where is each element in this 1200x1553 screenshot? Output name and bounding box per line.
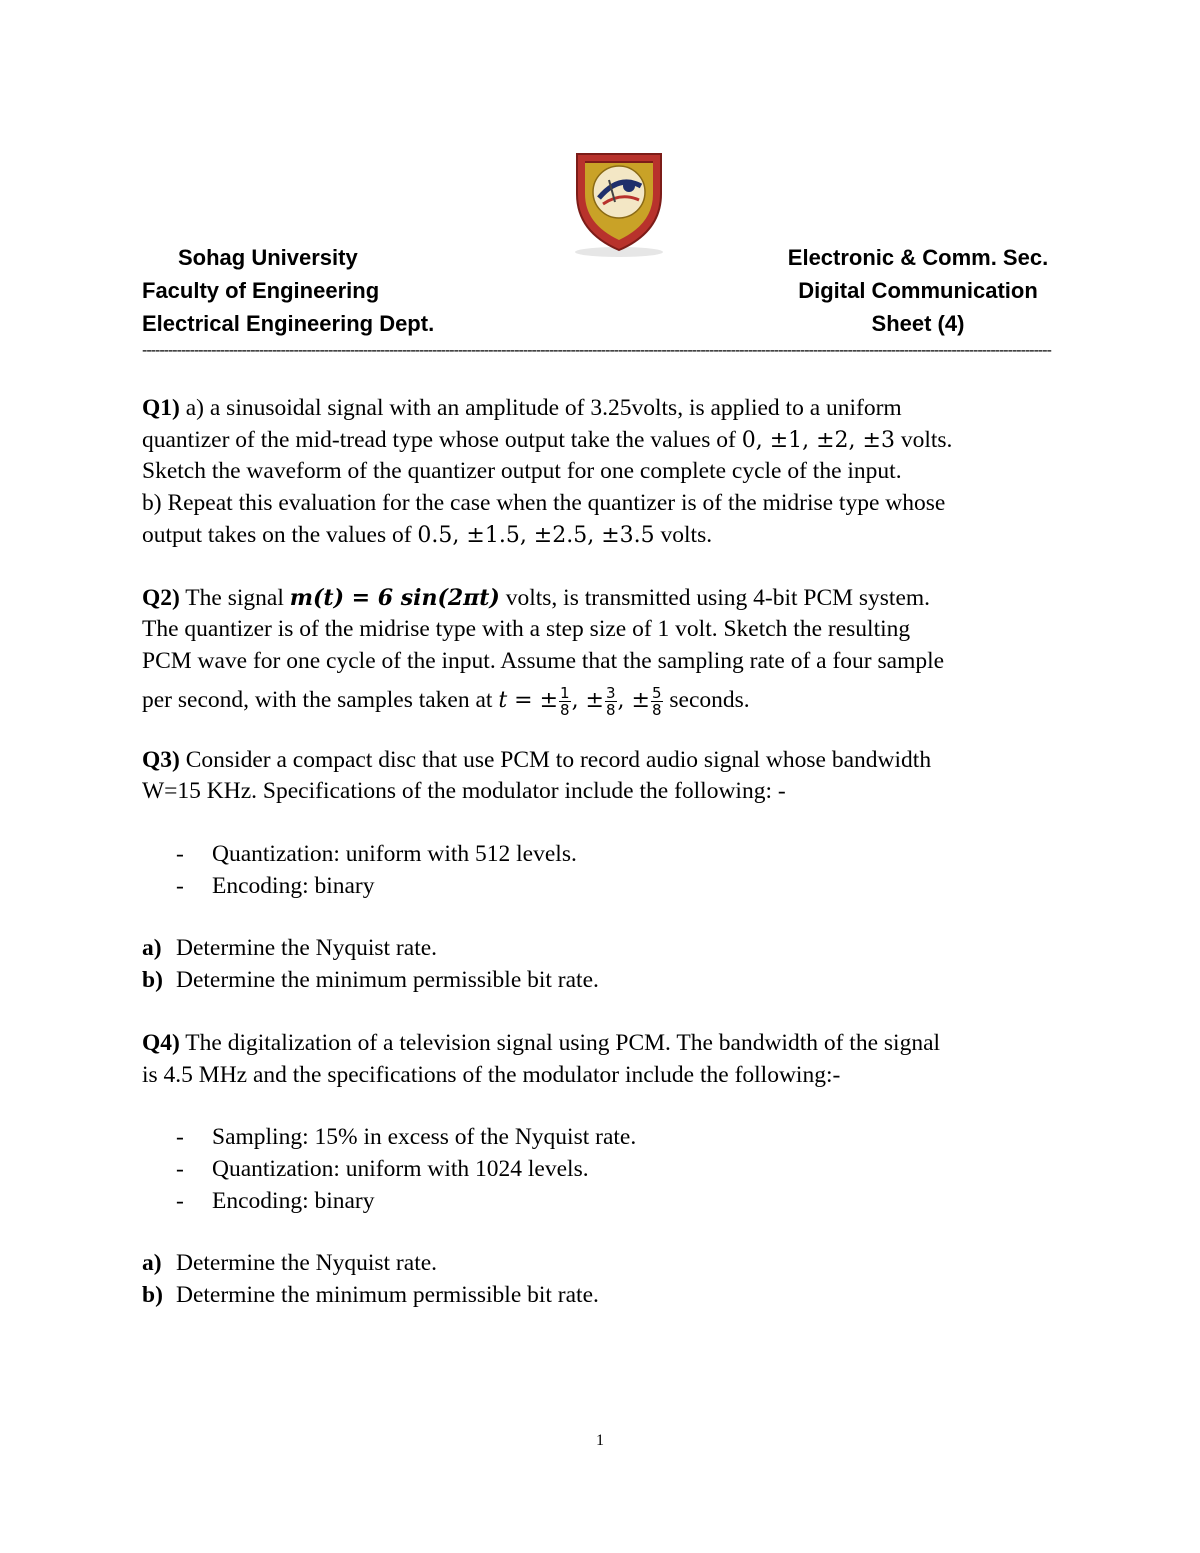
question-label: Q4) — [142, 1029, 180, 1056]
course-name: Digital Communication — [798, 278, 1038, 303]
question-2 — [142, 583, 1062, 723]
math-variable: t = ± — [498, 687, 559, 713]
institution-block — [142, 241, 434, 340]
university-logo — [563, 140, 675, 260]
course-block — [778, 241, 1058, 340]
question-label: Q3) — [142, 746, 180, 773]
list-item: - Sampling: 15% in excess of the Nyquist rate. — [176, 1124, 637, 1151]
fraction: $\frac{5}{8}$ — [651, 683, 662, 719]
list-item: - Quantization: uniform with 512 levels. — [176, 841, 577, 868]
sub-question: a) Determine the Nyquist rate. — [142, 935, 438, 962]
fraction: $\frac{1}{8}$ — [560, 683, 570, 719]
list-item: - Encoding: binary — [176, 872, 375, 899]
math-separator: , ± — [571, 687, 604, 713]
question-text: W=15 KHz. Specifications of the modulator include the following: - — [142, 778, 786, 805]
question-text: b) Repeat this evaluation for the case when the quantizer is of the midrise type whose — [142, 490, 946, 517]
math-values: 0, ±1, ±2, ±3 — [741, 427, 895, 453]
university-name: Sohag University — [178, 245, 358, 270]
question-text: PCM wave for one cycle of the input. Assume that the sampling rate of a four sample — [142, 647, 945, 674]
question-text: Sketch the waveform of the quantizer output for one complete cycle of the input. — [142, 458, 902, 485]
question-text: The digitalization of a television signal using PCM. The bandwidth of the signal — [179, 1029, 941, 1056]
page-number: 1 — [596, 1432, 604, 1449]
list-item: - Quantization: uniform with 1024 levels. — [176, 1155, 589, 1182]
department-name: Electrical Engineering Dept. — [142, 311, 435, 336]
sub-question: b) Determine the minimum permissible bit rate. — [142, 1282, 599, 1309]
sub-question: a) Determine the Nyquist rate. — [142, 1250, 438, 1277]
question-text: per second, with the samples taken at — [142, 686, 499, 713]
question-label: Q1) — [142, 395, 180, 421]
sheet-number: Sheet (4) — [871, 311, 965, 336]
question-text: volts. — [894, 426, 953, 453]
list-item: - Encoding: binary — [176, 1187, 375, 1214]
question-label: Q2) — [142, 584, 180, 611]
question-1 — [142, 393, 1062, 552]
question-4 — [142, 1028, 1062, 1312]
question-text: seconds. — [663, 686, 750, 713]
section-name: Electronic & Comm. Sec. — [787, 245, 1049, 270]
spec-list — [142, 1122, 1062, 1217]
question-text: The signal — [179, 584, 290, 611]
header-divider: ------------------------------------------------------------------------------------------------------------------------------------------------------------------------------------------------------------------ — [142, 342, 1051, 359]
math-values: 0.5, ±1.5, ±2.5, ±3.5 — [417, 522, 655, 548]
question-text: a) a sinusoidal signal with an amplitude of 3.25volts, is applied to a uniform — [179, 395, 902, 421]
faculty-name: Faculty of Engineering — [142, 278, 380, 303]
sub-question: b) Determine the minimum permissible bit rate. — [142, 967, 599, 994]
question-text: output takes on the values of — [142, 521, 418, 548]
math-expression: m(t) = 6 sin(2πt) — [289, 584, 500, 611]
question-text: quantizer of the mid-tread type whose output take the values of — [142, 426, 742, 453]
fraction: $\frac{3}{8}$ — [605, 683, 616, 719]
question-text: volts, is transmitted using 4-bit PCM system. — [499, 584, 931, 611]
question-text: The quantizer is of the midrise type with a step size of 1 volt. Sketch the resulting — [142, 616, 911, 643]
spec-list — [142, 839, 1062, 902]
sheet-body — [142, 393, 1062, 1312]
question-3 — [142, 745, 1062, 997]
question-text: Consider a compact disc that use PCM to record audio signal whose bandwidth — [179, 746, 932, 773]
math-separator: , ± — [617, 687, 650, 713]
question-text: volts. — [654, 521, 713, 548]
question-text: is 4.5 MHz and the specifications of the modulator include the following:- — [142, 1061, 841, 1088]
